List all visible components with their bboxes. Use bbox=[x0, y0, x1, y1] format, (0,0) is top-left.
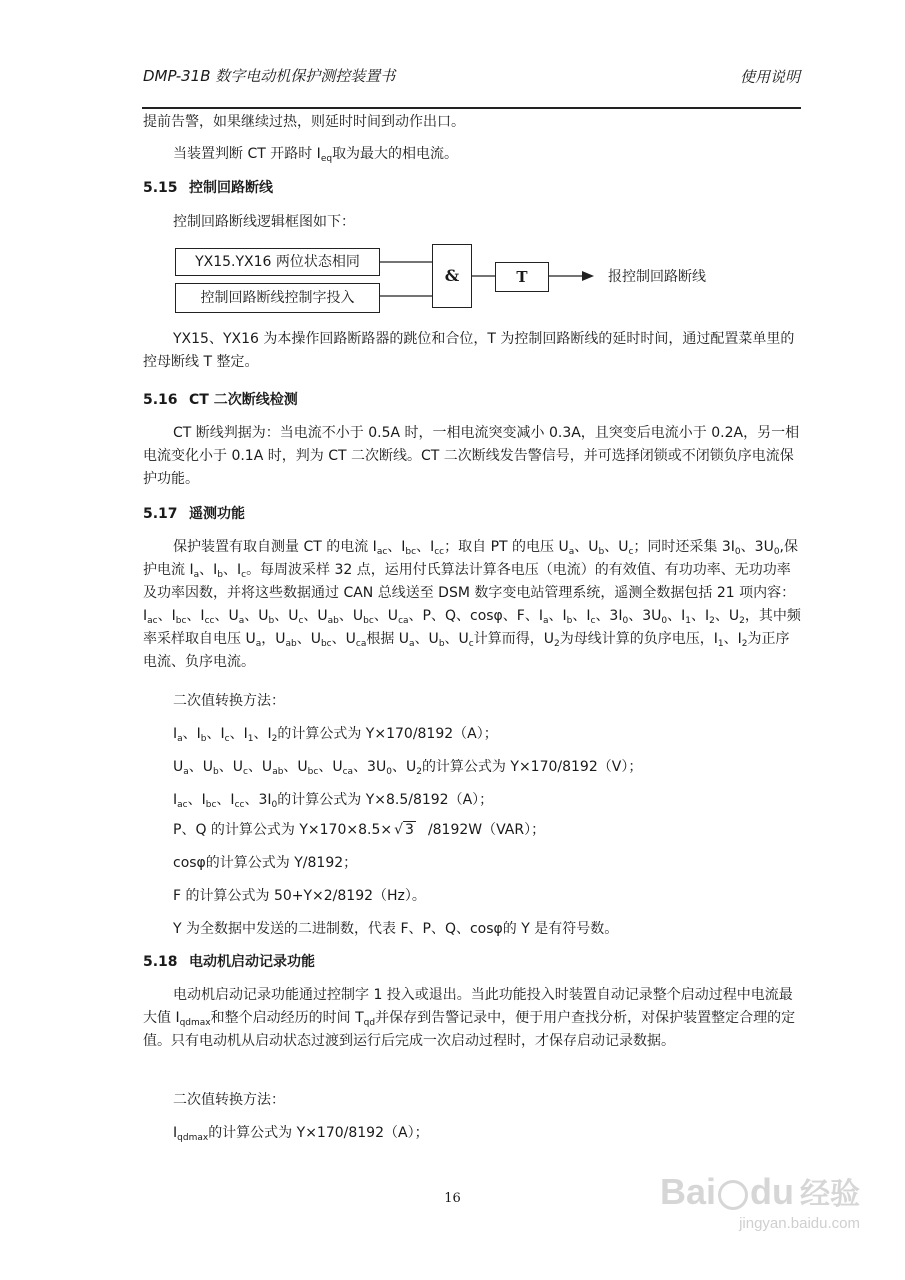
formula-power: P、Q 的计算公式为 Y×170×8.5× √ 3 /8192W（VAR）； bbox=[173, 822, 546, 838]
baidu-watermark: Bai du 经验 jingyan.baidu.com bbox=[659, 1171, 860, 1232]
diagram-input-1: YX15.YX16 两位状态相同 bbox=[175, 248, 380, 276]
s516-paragraph: CT 断线判据为：当电流不小于 0.5A 时，一相电流突变减小 0.3A，且突变后电流小于 0.2A，另一相电流变化小于 0.1A 时，判为 CT 二次断线。CT 二次断线发告警信号，并可选择闭锁或不闭锁负序电流保护功能。 bbox=[143, 425, 800, 487]
diagram-output-label: 报控制回路断线 bbox=[608, 269, 706, 285]
and-gate: & bbox=[432, 244, 472, 308]
intro-line-2: 当装置判断 CT 开路时 $I_{eq}$取为最大的相电流。 bbox=[173, 146, 459, 164]
section-heading-5-16: 5.16 CT 二次断线检测 bbox=[143, 392, 298, 408]
diagram-lead: 控制回路断线逻辑框图如下： bbox=[173, 214, 355, 230]
s518-conversion-title: 二次值转换方法： bbox=[173, 1092, 285, 1108]
paw-icon bbox=[718, 1180, 748, 1210]
formula-start-current: $I_{qdmax}$的计算公式为 Y×170/8192（A）； bbox=[173, 1125, 429, 1143]
formula-current: $I_a$、$I_b$、$I_c$、$I_1$、$I_2$的计算公式为 Y×170/8192（A）； bbox=[173, 726, 498, 744]
arrow-head-icon bbox=[582, 271, 594, 281]
section-heading-5-17: 5.17 遥测功能 bbox=[143, 506, 245, 522]
section-heading-5-18: 5.18 电动机启动记录功能 bbox=[143, 954, 315, 970]
formula-frequency: F 的计算公式为 50+Y×2/8192（Hz）。 bbox=[173, 888, 426, 904]
diagram-input-2: 控制回路断线控制字投入 bbox=[175, 283, 380, 313]
diagram-connectors bbox=[0, 0, 905, 330]
s517-conversion-title: 二次值转换方法： bbox=[173, 693, 285, 709]
doc-header-title: DMP-31B 数字电动机保护测控装置书 bbox=[143, 67, 396, 85]
s517-paragraph: 保护装置有取自测量 CT 的电流 $I_{ac}$、$I_{bc}$、$I_{cc}$；取自 PT 的电压 $U_a$、$U_b$、$U_c$；同时还采集 $3I_0$、$3U_0$,保护电流 $I_a$、$I_b$、$I_c$。每周波采样 32 点，运用付氏算法计算各电压（电流）的有效值、有功功率、无功功率及功率因数，并将这些数据通过 CAN 总线送至 DSM 数字变电站管理系统，遥测全数据包括 21 项内容：$I_{ac}$、$I_{bc}$、$I_{cc}$、$U_a$、$U_b$、$U_c$、$U_{ab}$、$U_{bc}$、$U_{ca}$、P、Q、cosφ、F、$I_a$、$I_b$、$I_c$、$3I_0$、$3U_0$、$I_1$、$I_2$、$U_2$，其中频率采样取自电压 $U_a$，$U_{ab}$、$U_{bc}$、$U_{ca}$根据 $U_a$、$U_b$、$U_c$计算而得，$U_2$为母线计算的负序电压，$I_1$、$I_2$为正序电流、负序电流。 bbox=[143, 539, 801, 670]
formula-measured-current: $I_{ac}$、$I_{bc}$、$I_{cc}$、$3I_0$的计算公式为 Y×8.5/8192（A）； bbox=[173, 792, 494, 810]
formula-voltage: $U_a$、$U_b$、$U_c$、$U_{ab}$、$U_{bc}$、$U_{ca}$、$3U_0$、$U_2$的计算公式为 Y×170/8192（V）； bbox=[173, 759, 643, 777]
formula-note: Y 为全数据中发送的二进制数，代表 F、P、Q、cosφ的 Y 是有符号数。 bbox=[173, 921, 619, 937]
timer-block: T bbox=[495, 262, 549, 292]
section-heading-5-15: 5.15 控制回路断线 bbox=[143, 180, 273, 196]
doc-header-section: 使用说明 bbox=[739, 68, 800, 86]
formula-cos: cosφ的计算公式为 Y/8192； bbox=[173, 855, 358, 871]
s518-paragraph: 电动机启动记录功能通过控制字 1 投入或退出。当此功能投入时装置自动记录整个启动过程中电流最大值 $I_{qdmax}$和整个启动经历的时间 $T_{qd}$并保存到告警记录中，便于用户查找分析，对保护装置整定合理的定值。只有电动机从启动状态过渡到运行后完成一次启动过程时，才保存启动记录数据。 bbox=[143, 987, 796, 1049]
page-number: 16 bbox=[444, 1191, 461, 1206]
s515-paragraph: YX15、YX16 为本操作回路断路器的跳位和合位，T 为控制回路断线的延时时间，通过配置菜单里的控母断线 T 整定。 bbox=[143, 331, 795, 370]
intro-line-1: 提前告警，如果继续过热，则延时时间到动作出口。 bbox=[143, 114, 465, 130]
sqrt-icon: √ bbox=[394, 822, 404, 838]
